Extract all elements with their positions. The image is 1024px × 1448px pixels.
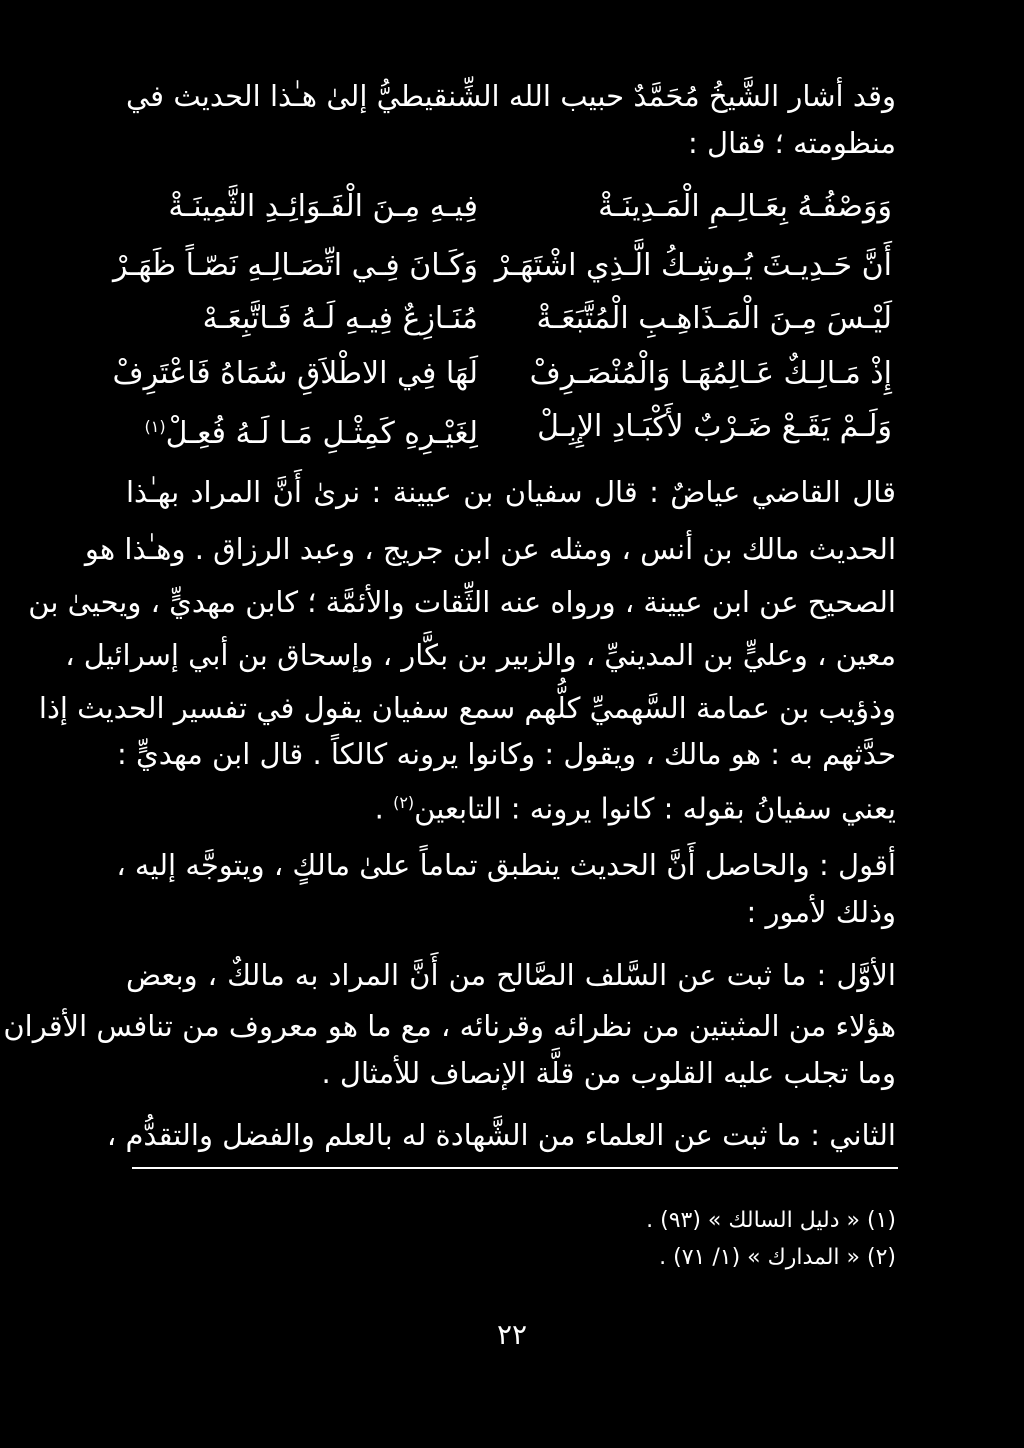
footnote-divider [132, 1167, 898, 1169]
verse-hemistich-right: وَلَـمْ يَقَـعْ ضَـرْبٌ لأَكْبَـادِ الإِبِـلْ [537, 409, 892, 444]
verse-hemistich-left: مُنَـازِعٌ فِيـهِ لَـهُ فَـاتَّبِعَـهْ [202, 301, 478, 336]
verse-hemistich-right: أَنَّ حَـدِيـثَ يُـوشِـكُ الَّـذِي اشْتَهَـرْ [494, 248, 892, 283]
verse-text: لِغَيْـرِهِ كَمِثْـلِ مَـا لَـهُ فُعِـلْ [165, 416, 478, 451]
para-line-last: وذلك لأمور : [746, 895, 896, 929]
intro-line: وقد أشار الشَّيخُ مُحَمَّدٌ حبيب الله الشِّنقيطيُّ إلىٰ هـٰذا الحديث في [126, 79, 896, 113]
page-number: ٢٢ [496, 1318, 528, 1351]
verse-hemistich-right: إِذْ مَـالِـكٌ عَـالِمُهَـا وَالْمُنْصَـرِفْ [529, 356, 892, 391]
para-line: الصحيح عن ابن عيينة ، ورواه عنه الثِّقات والأئمَّة ؛ كابن مهديٍّ ، ويحيىٰ بن [28, 585, 896, 619]
verse-hemistich-left [138, 405, 478, 456]
para-line: الحديث مالك بن أنس ، ومثله عن ابن جريج ، وعبد الرزاق . وهـٰذا هو [84, 532, 896, 566]
verse-hemistich-right: لَيْـسَ مِـنَ الْمَـذَاهِـبِ الْمُتَّبَعَـةْ [536, 301, 892, 336]
verse-hemistich-left: لَهَا فِي الاطْلاَقِ سُمَاهُ فَاعْتَرِفْ [112, 356, 478, 391]
footnote: (١) « دليل السالك » (٩٣) . [646, 1208, 896, 1233]
para-line: حدَّثهم به : هو مالك ، ويقول : وكانوا يرونه كالكاً . قال ابن مهديٍّ : [117, 737, 896, 771]
para-line: وذؤيب بن عمامة السَّهميِّ كلُّهم سمع سفيان يقول في تفسير الحديث إذا [38, 691, 896, 725]
para-line: الثاني : ما ثبت عن العلماء من الشَّهادة له بالعلم والفضل والتقدُّم ، [106, 1118, 896, 1152]
verse-hemistich-right: وَوَصْفُـهُ بِعَـالِـمِ الْمَـدِينَـةْ [598, 189, 892, 224]
verse-hemistich-left: وَكَـانَ فِـي اتِّصَـالِـهِ نَصّـاً ظَهَـرْ [113, 248, 478, 283]
footnote: (٢) « المدارك » (١/ ٧١) . [659, 1245, 896, 1270]
footnote-ref: (١) [144, 417, 166, 436]
para-line: معين ، وعليٍّ بن المدينيِّ ، والزبير بن بكَّار ، وإسحاق بن أبي إسرائيل ، [65, 638, 896, 672]
intro-line: منظومته ؛ فقال : [688, 126, 896, 160]
para-line-last: وما تجلب عليه القلوب من قلَّة الإنصاف للأمثال . [321, 1056, 896, 1090]
para-line: أقول : والحاصل أَنَّ الحديث ينطبق تماماً علىٰ مالكٍ ، ويتوجَّه إليه ، [116, 848, 896, 882]
verse-hemistich-left: فِيـهِ مِـنَ الْفَـوَائِـدِ الثَّمِينَـةْ [168, 189, 478, 224]
footnote-ref: (٢) [393, 793, 415, 812]
para-line: الأوَّل : ما ثبت عن السَّلف الصَّالح من أَنَّ المراد به مالكٌ ، وبعض [126, 958, 896, 992]
para-line: قال القاضي عياضٌ : قال سفيان بن عيينة : نرىٰ أَنَّ المراد بهـٰذا [126, 475, 896, 509]
para-line-last: يعني سفيانُ بقوله : كانوا يرونه : التابعين$^{(٢)}$ . [374, 791, 896, 826]
para-text: يعني سفيانُ بقوله : كانوا يرونه : التابعين [414, 791, 896, 826]
para-line: هؤلاء من المثبتين من نظرائه وقرنائه ، مع ما هو معروف من تنافس الأقران [3, 1009, 896, 1043]
